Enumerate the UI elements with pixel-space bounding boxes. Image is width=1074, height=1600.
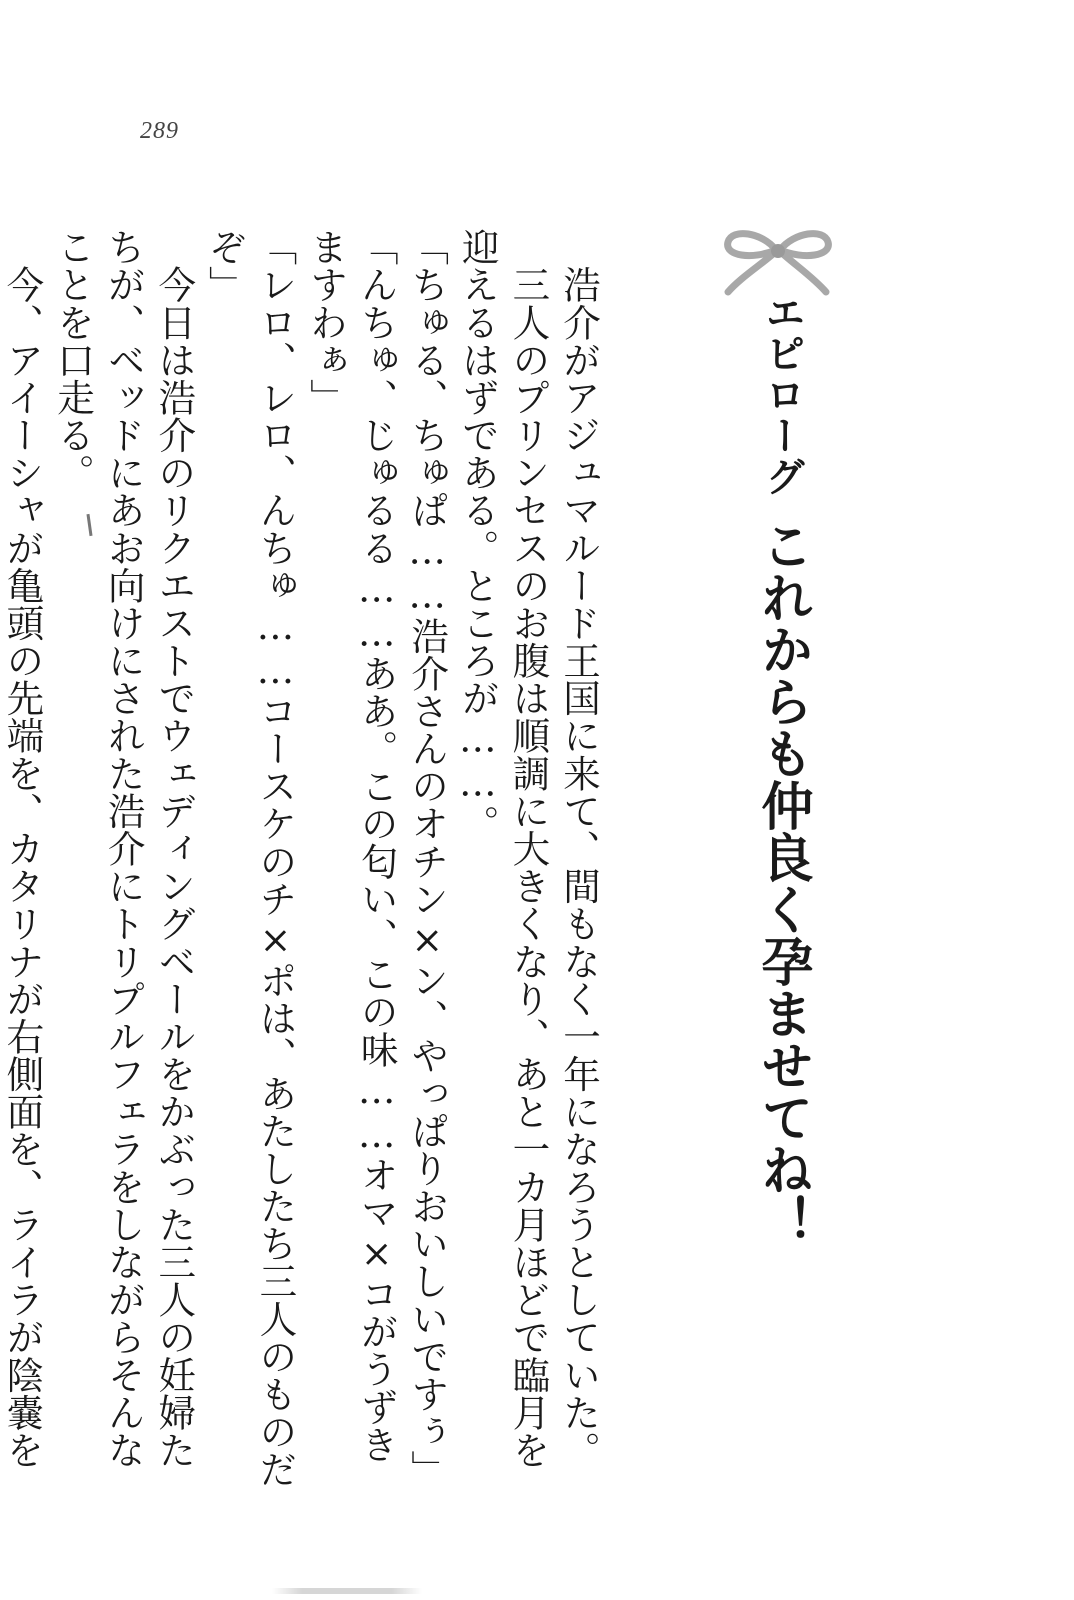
- dialogue-line: 「レロ、レロ、んちゅ……コースケのチ×ポは、あたしたち三人のものだぞ」: [202, 228, 298, 1488]
- body-text: [0, 228, 604, 1488]
- dialogue-line: 「ちゅる、ちゅぱ……浩介さんのオチン×ン、やっぱりおいしいですぅ」: [405, 228, 450, 1488]
- paragraph: 今、アイーシャが亀頭の先端を、カタリナが右側面を、ライラが陰嚢を: [0, 265, 45, 1469]
- chapter-title: これからも仲良く孕ませてね！: [752, 519, 812, 1247]
- bottom-smudge: [272, 1588, 422, 1594]
- paragraph: 浩介がアジュマルード王国に来て、間もなく一年になろうとしていた。: [557, 228, 601, 1469]
- chapter-heading: [752, 292, 812, 1247]
- dialogue-line: 「んちゅ、じゅるる……ああ。この匂い、この味……オマ×コがうずきますわぁ」: [304, 228, 399, 1463]
- paragraph: 三人のプリンセスのお腹は順調に大きくなり、あと一カ月ほどで臨月を迎えるはずである。ところが……。: [455, 228, 551, 1469]
- paragraph: 今日は浩介のリクエストでウェディングベールをかぶった三人の妊婦たちが、ベッドにあお向けにされた浩介にトリプルフェラをしながらそんなことを口走る。: [51, 228, 197, 1469]
- chapter-label: エピローグ: [759, 292, 805, 497]
- page-number: 289: [140, 118, 179, 144]
